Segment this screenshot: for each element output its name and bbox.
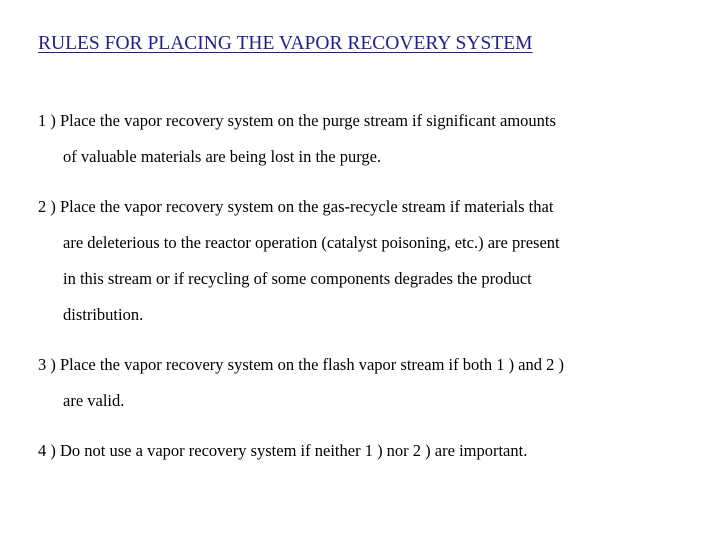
rule-line: are deleterious to the reactor operation (catalyst poisoning, etc.) are present: [63, 233, 560, 252]
rule-line: 1 ) Place the vapor recovery system on the purge stream if significant amounts: [38, 111, 556, 130]
rule-line: of valuable materials are being lost in the purge.: [63, 147, 382, 166]
rule-item-1: [38, 103, 698, 175]
rule-line: 4 ) Do not use a vapor recovery system if neither 1 ) nor 2 ) are important.: [38, 441, 528, 460]
rule-item-4: [38, 433, 698, 469]
rule-line: 3 ) Place the vapor recovery system on the flash vapor stream if both 1 ) and 2 ): [38, 355, 565, 374]
rule-item-2: [38, 189, 698, 333]
rule-item-3: [38, 347, 698, 419]
rule-line: in this stream or if recycling of some components degrades the product: [63, 269, 532, 288]
rule-line: 2 ) Place the vapor recovery system on the gas-recycle stream if materials that: [38, 197, 554, 216]
slide-title: RULES FOR PLACING THE VAPOR RECOVERY SYSTEM: [38, 33, 533, 54]
rule-line: distribution.: [63, 305, 144, 324]
rule-line: are valid.: [63, 391, 125, 410]
rules-list: [38, 103, 698, 483]
